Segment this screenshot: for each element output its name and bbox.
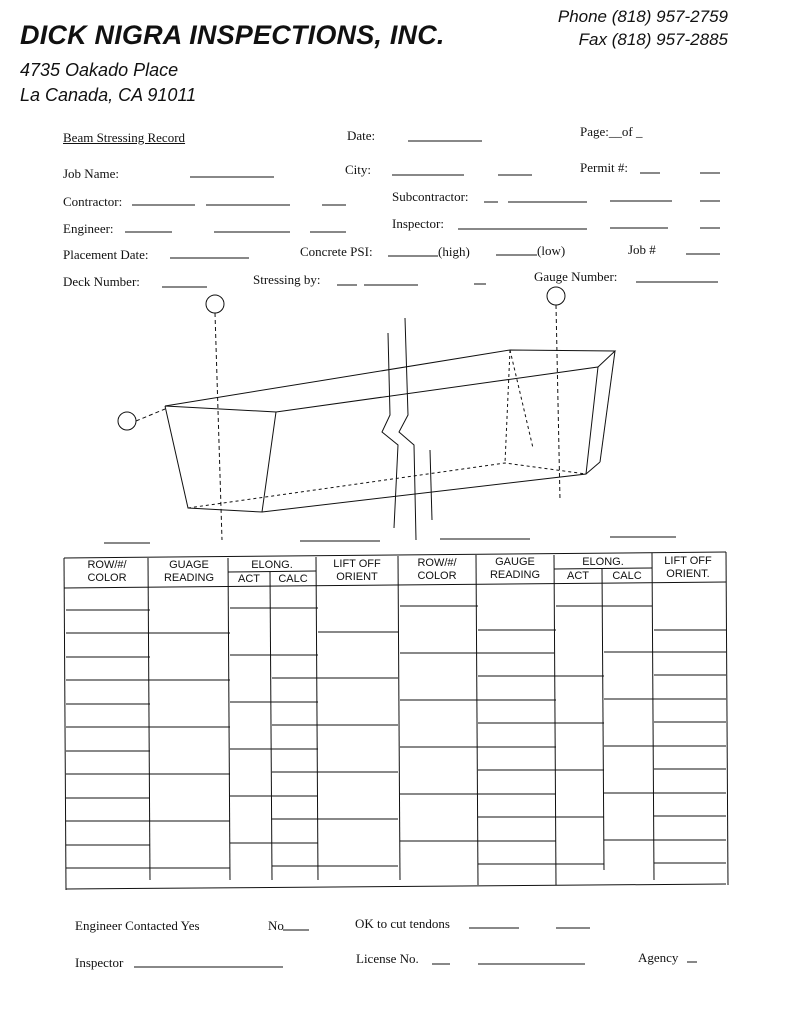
col-header-row-color: ROW/#/ COLOR — [87, 559, 127, 584]
beam-diagram — [104, 287, 676, 543]
left-circle-marker — [118, 412, 136, 430]
form-title: Beam Stressing Record — [63, 130, 186, 145]
high-label: (high) — [438, 244, 470, 259]
engineer-contacted-label: Engineer Contacted Yes — [75, 918, 200, 933]
page-label: Page:__of _ — [580, 124, 643, 139]
address-line-1: 4735 Oakado Place — [20, 60, 179, 80]
permit-label: Permit #: — [580, 160, 629, 175]
col-header-calc: CALC — [278, 573, 308, 585]
no-label: No — [268, 918, 284, 933]
address-line-2: La Canada, CA 91011 — [20, 85, 197, 105]
deck-number-label: Deck Number: — [63, 274, 140, 289]
form-blank-lines — [125, 141, 720, 967]
col-header-act: ACT — [238, 573, 260, 585]
inspector-label: Inspector: — [392, 216, 444, 231]
col-header-gauge-reading-2: GAUGE READING — [489, 556, 541, 581]
top-right-circle-marker — [547, 287, 565, 305]
stressing-by-label: Stressing by: — [253, 272, 321, 287]
col-header-lift-off: LIFT OFF ORIENT — [333, 558, 381, 583]
gauge-number-label: Gauge Number: — [534, 269, 618, 284]
stressing-table-grid — [64, 552, 728, 890]
job-number-label: Job # — [628, 242, 656, 257]
concrete-psi-label: Concrete PSI: — [300, 244, 373, 259]
fax-number: Fax (818) 957-2885 — [578, 30, 728, 49]
date-label: Date: — [347, 128, 376, 143]
top-left-circle-marker — [206, 295, 224, 313]
phone-number: Phone (818) 957-2759 — [557, 7, 728, 26]
contractor-label: Contractor: — [63, 194, 123, 209]
ok-to-cut-label: OK to cut tendons — [355, 916, 450, 931]
license-label: License No. — [356, 951, 419, 966]
engineer-label: Engineer: — [63, 221, 114, 236]
job-name-label: Job Name: — [63, 166, 119, 181]
agency-label: Agency — [638, 950, 679, 965]
col-header-calc-2: CALC — [612, 570, 642, 582]
col-header-lift-off-2: LIFT OFF ORIENT. — [664, 555, 712, 580]
col-header-act-2: ACT — [567, 570, 589, 582]
company-name: DICK NIGRA INSPECTIONS, INC. — [20, 20, 445, 50]
low-label: (low) — [537, 243, 566, 258]
col-header-elong-2: ELONG. — [582, 556, 624, 568]
col-header-gauge-reading: GUAGE READING — [163, 559, 215, 584]
footer-inspector-label: Inspector — [75, 955, 124, 970]
col-header-elong: ELONG. — [251, 559, 293, 571]
subcontractor-label: Subcontractor: — [392, 189, 469, 204]
col-header-row-color-2: ROW/#/ COLOR — [417, 557, 457, 582]
placement-date-label: Placement Date: — [63, 247, 149, 262]
city-label: City: — [345, 162, 372, 177]
